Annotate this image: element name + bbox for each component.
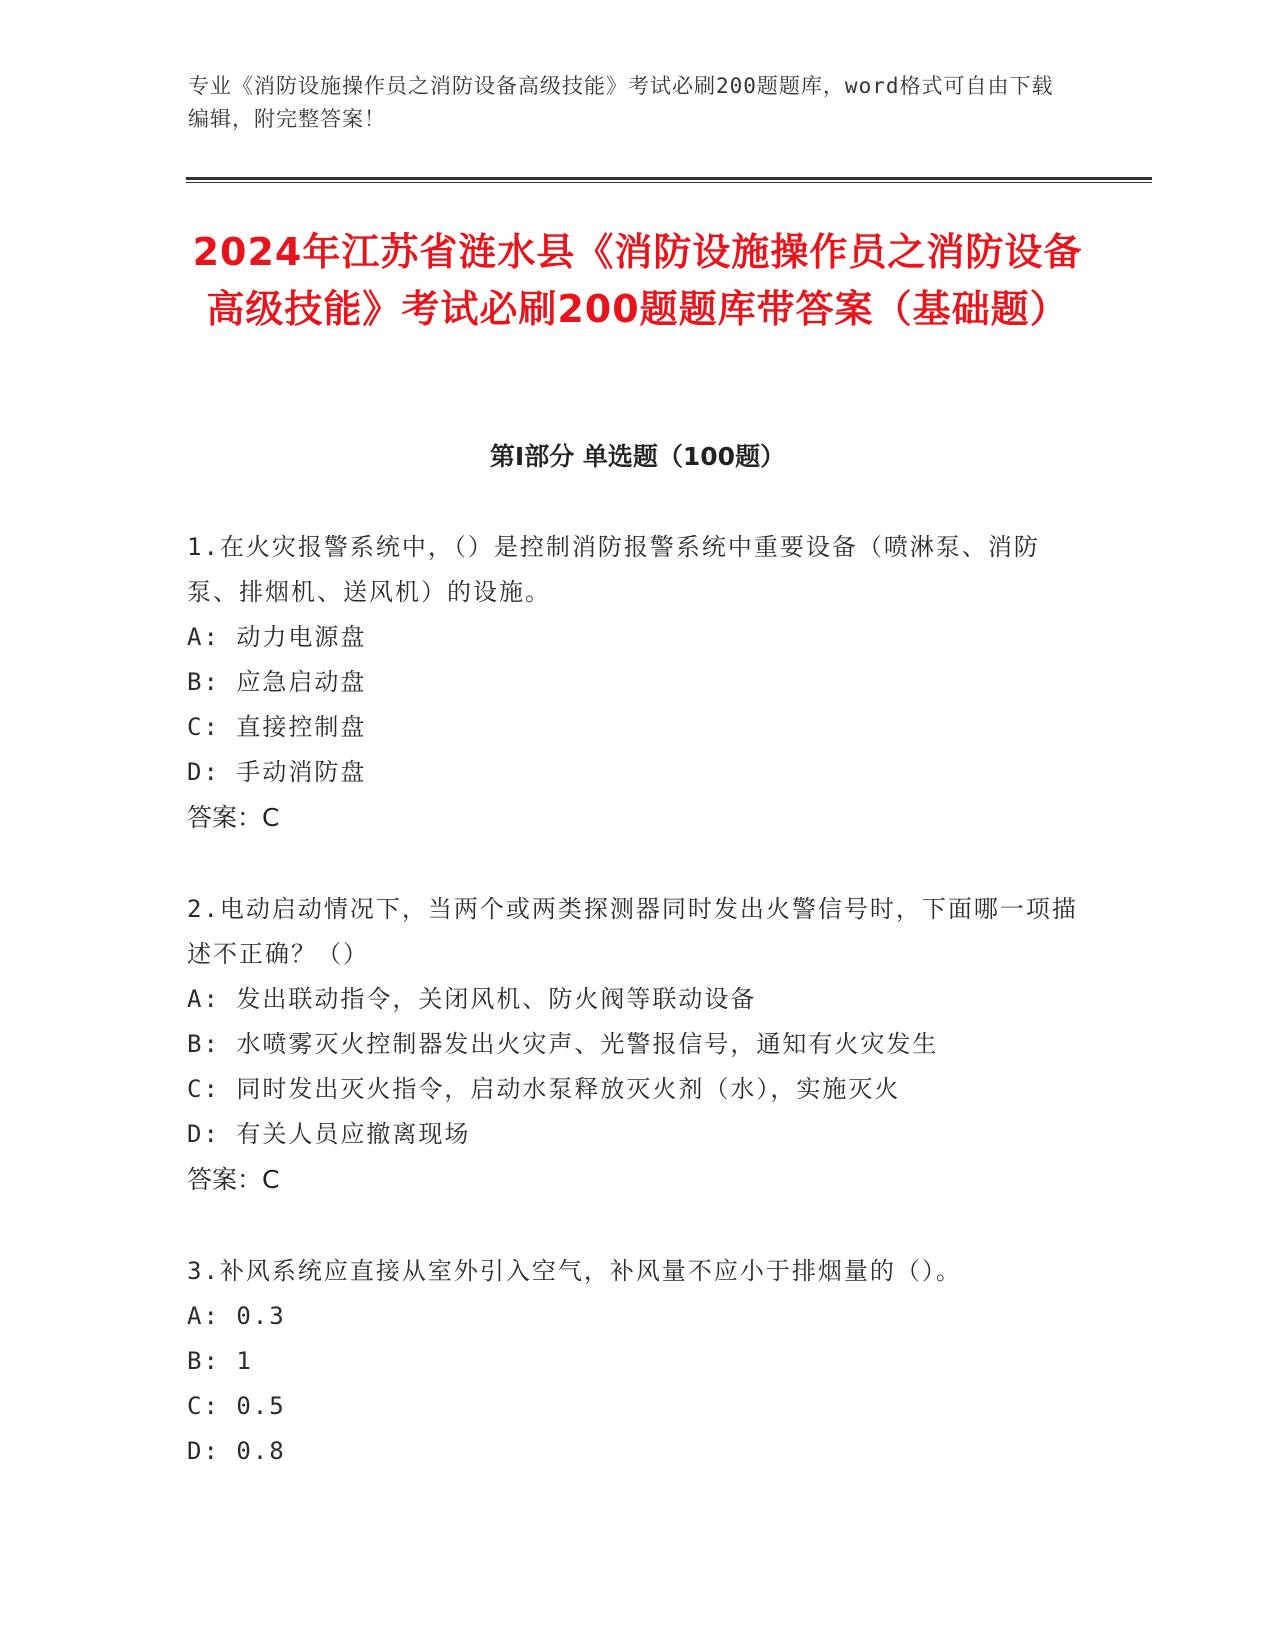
option-d: D: 手动消防盘 — [187, 758, 367, 786]
option-c: C: 0.5 — [187, 1392, 286, 1420]
question-stem: 1.在火灾报警系统中，（）是控制消防报警系统中重要设备（喷淋泵、消防泵、排烟机、送风机）的设施。 — [187, 533, 1040, 606]
option-a: A: 0.3 — [187, 1302, 286, 1330]
option-c: C: 直接控制盘 — [187, 713, 367, 741]
option-c: C: 同时发出灭火指令，启动水泵释放灭火剂（水），实施灭火 — [187, 1075, 901, 1103]
question-stem: 2.电动启动情况下，当两个或两类探测器同时发出火警信号时，下面哪一项描述不正确？（） — [187, 895, 1078, 968]
option-b: B: 1 — [187, 1347, 253, 1375]
option-b: B: 水喷雾灭火控制器发出火灾声、光警报信号，通知有火灾发生 — [187, 1030, 939, 1058]
option-a: A: 发出联动指令，关闭风机、防火阀等联动设备 — [187, 985, 757, 1013]
answer-line: 答案：C — [187, 803, 280, 832]
option-d: D: 0.8 — [187, 1437, 286, 1465]
question-3 — [187, 1249, 1087, 1474]
document-title: 2024年江苏省涟水县《消防设施操作员之消防设备高级技能》考试必刷200题题库带答案（基础题） — [192, 230, 1083, 331]
option-b: B: 应急启动盘 — [187, 668, 367, 696]
header-note: 专业《消防设施操作员之消防设备高级技能》考试必刷200题题库，word格式可自由下载编辑，附完整答案！ — [188, 74, 1054, 131]
question-1 — [187, 525, 1087, 840]
question-stem: 3.补风系统应直接从室外引入空气，补风量不应小于排烟量的（）。 — [187, 1257, 962, 1285]
option-a: A: 动力电源盘 — [187, 623, 367, 651]
option-d: D: 有关人员应撤离现场 — [187, 1120, 471, 1148]
answer-line: 答案：C — [187, 1165, 280, 1194]
question-list — [187, 525, 1087, 1474]
section-heading: 第I部分 单选题（100题） — [489, 442, 786, 471]
header-divider-thin — [186, 182, 1152, 183]
question-2 — [187, 887, 1087, 1202]
header-divider — [186, 177, 1152, 180]
